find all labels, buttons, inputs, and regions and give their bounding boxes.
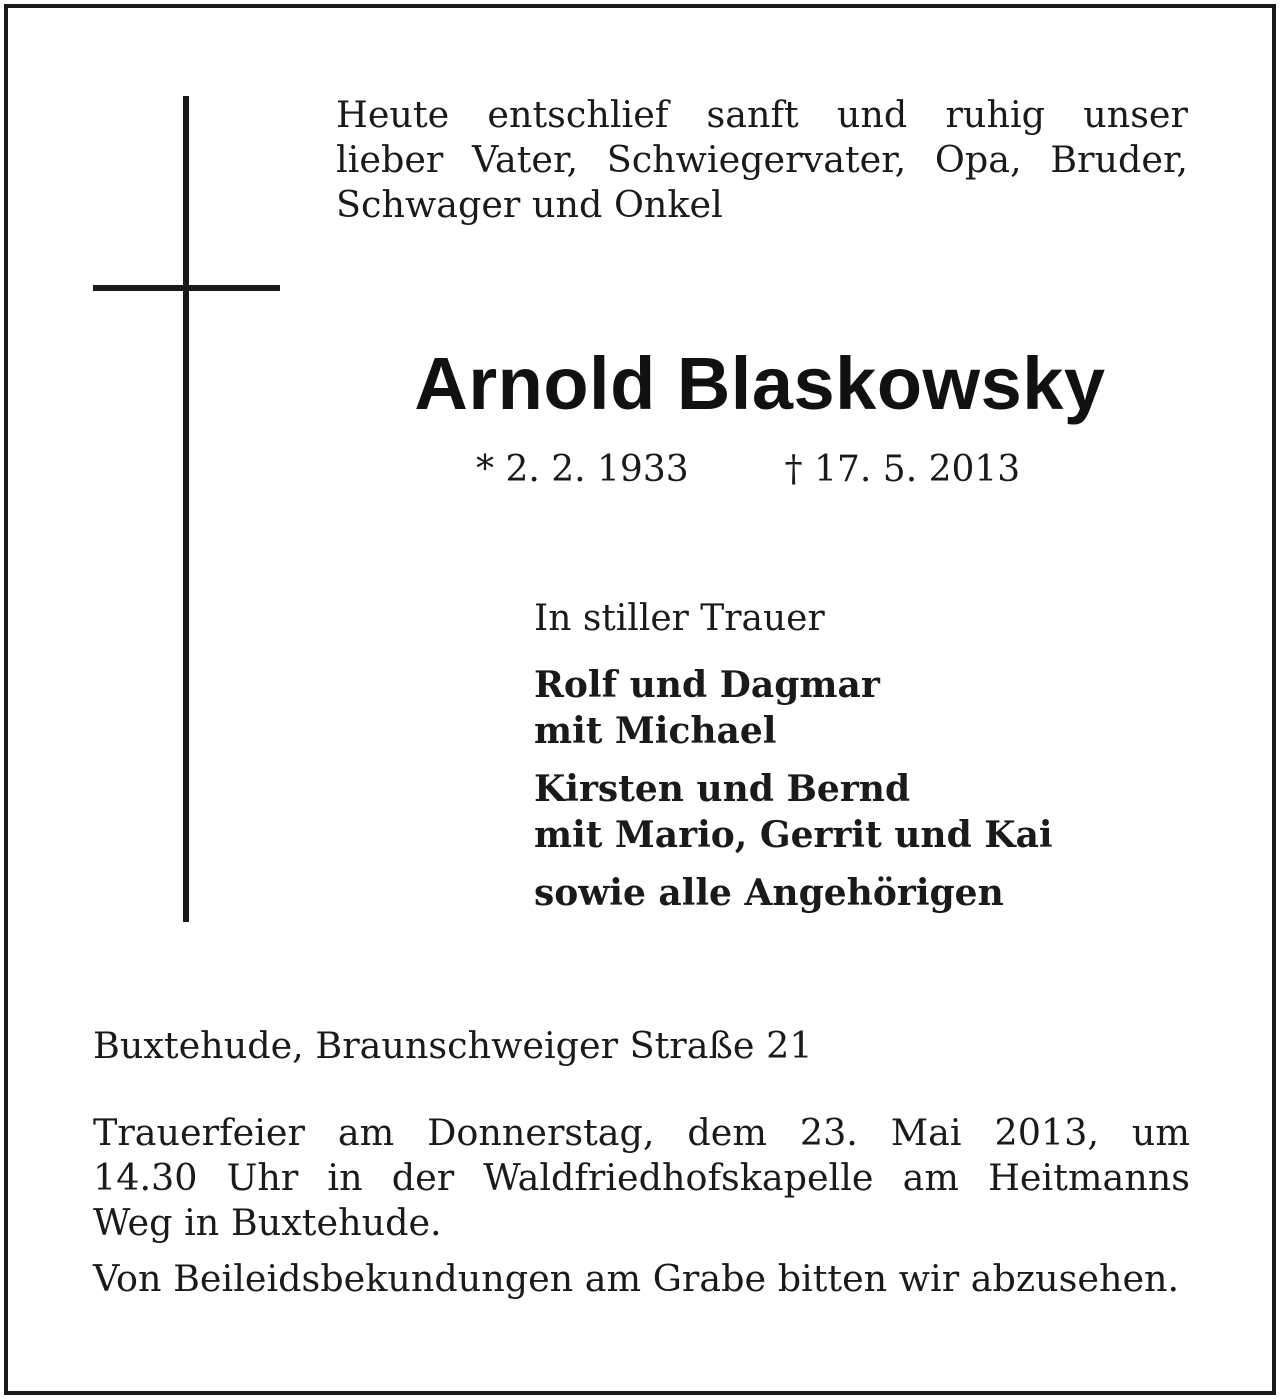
birth-date: * 2. 2. 1933 bbox=[476, 449, 689, 490]
mourner-line: sowie alle Angehörigen bbox=[534, 872, 1004, 914]
cross-horizontal-bar bbox=[93, 285, 280, 291]
mourner-group bbox=[534, 662, 1174, 754]
intro-text bbox=[336, 92, 1188, 227]
closing-note: Von Beileidsbekundungen am Grabe bitten wir abzusehen. bbox=[93, 1257, 1180, 1300]
mourner-group bbox=[534, 766, 1174, 858]
address: Buxtehude, Braunschweiger Straße 21 bbox=[93, 1024, 813, 1067]
mourner-line: mit Michael bbox=[534, 710, 777, 752]
mourners-block bbox=[534, 597, 1174, 928]
mourner-line: Kirsten und Bernd bbox=[534, 768, 911, 810]
ceremony-line-3: Weg in Buxtehude. bbox=[93, 1201, 442, 1244]
death-date: † 17. 5. 2013 bbox=[784, 449, 1021, 490]
intro-line-2: lieber Vater, Schwiegervater, Opa, Bruder, bbox=[336, 138, 1188, 181]
ceremony-line-1: Trauerfeier am Donnerstag, dem 23. Mai 2013, um bbox=[93, 1111, 1190, 1154]
ceremony-text bbox=[93, 1110, 1190, 1245]
mourner-group bbox=[534, 870, 1174, 916]
deceased-name: Arnold Blaskowsky bbox=[414, 342, 1106, 425]
life-dates bbox=[476, 448, 1020, 492]
cross-vertical-bar bbox=[183, 96, 189, 922]
intro-line-3: Schwager und Onkel bbox=[336, 183, 723, 226]
ceremony-line-2: 14.30 Uhr in der Waldfriedhofskapelle am Heitmanns bbox=[93, 1156, 1190, 1199]
mourner-line: Rolf und Dagmar bbox=[534, 664, 880, 706]
intro-line-1: Heute entschlief sanft und ruhig unser bbox=[336, 93, 1188, 136]
mourner-line: mit Mario, Gerrit und Kai bbox=[534, 814, 1053, 856]
mourning-lead: In stiller Trauer bbox=[534, 598, 825, 639]
